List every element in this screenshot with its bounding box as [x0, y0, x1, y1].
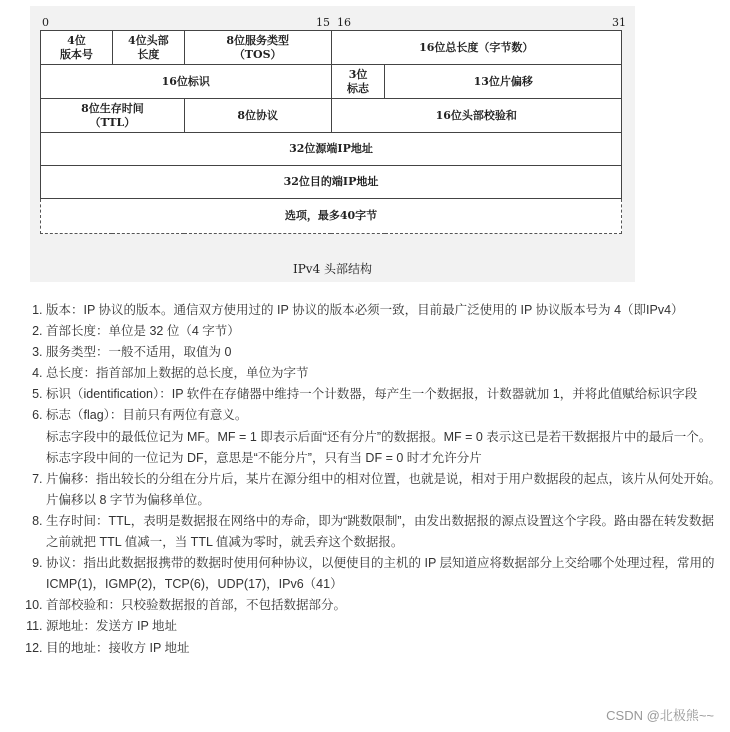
field-header-length: 4位头部 长度	[112, 31, 184, 65]
field-ttl: 8位生存时间 （TTL）	[41, 99, 185, 133]
field-checksum: 16位头部校验和	[331, 99, 621, 133]
diagram-caption: IPv4 头部结构	[292, 262, 373, 276]
field-destination-ip: 32位目的端IP地址	[41, 166, 622, 199]
list-item: 12. 目的地址：接收方 IP 地址	[46, 638, 726, 659]
list-item: 6. 标志（flag）：目前只有两位有意义。 标志字段中的最低位记为 MF。MF = 1 即表示后面“还有分片”的数据报。MF = 0 表示这已是若干数据报片中的最后一个。 标志字段中间的一位记为 DF，意思是“不能分片”，只有当 DF = 0 时才允许分片	[46, 405, 726, 468]
field-identification: 16位标识	[41, 65, 332, 99]
field-version: 4位 版本号	[41, 31, 113, 65]
field-fragment-offset: 13位片偏移	[385, 65, 622, 99]
list-item: 11. 源地址：发送方 IP 地址	[46, 616, 726, 637]
ipv4-header-diagram	[30, 6, 635, 282]
list-item: 9. 协议：指出此数据报携带的数据时使用何种协议，以便使目的主机的 IP 层知道应将数据部分上交给哪个处理过程，常用的 ICMP(1)，IGMP(2)，TCP(6)，UDP(17)，IPv6（41）	[46, 553, 726, 595]
list-item: 3. 服务类型：一般不适用，取值为 0	[46, 342, 726, 363]
field-protocol: 8位协议	[184, 99, 331, 133]
bit-label-0: 0	[42, 16, 49, 29]
field-tos: 8位服务类型 （TOS）	[184, 31, 331, 65]
header-table	[40, 30, 622, 234]
list-item: 8. 生存时间：TTL，表明是数据报在网络中的寿命，即为“跳数限制”，由发出数据报的源点设置这个字段。路由器在转发数据之前就把 TTL 值减一，当 TTL 值减为零时，就丢弃这个数据报。	[46, 511, 726, 553]
list-item: 10. 首部校验和：只校验数据报的首部，不包括数据部分。	[46, 595, 726, 616]
bit-label-15: 15	[316, 16, 330, 29]
list-item: 7. 片偏移：指出较长的分组在分片后，某片在源分组中的相对位置，也就是说，相对于用户数据段的起点，该片从何处开始。片偏移以 8 字节为偏移单位。	[46, 469, 726, 511]
list-item: 4. 总长度：指首部加上数据的总长度，单位为字节	[46, 363, 726, 384]
list-item: 1. 版本：IP 协议的版本。通信双方使用过的 IP 协议的版本必须一致，目前最广泛使用的 IP 协议版本号为 4（即IPv4）	[46, 300, 726, 321]
bit-label-31: 31	[612, 16, 626, 29]
field-options: 选项，最多40字节	[41, 199, 622, 234]
csdn-watermark: CSDN @北极熊~~	[606, 708, 714, 723]
field-flags: 3位 标志	[331, 65, 385, 99]
bit-label-16: 16	[337, 16, 351, 29]
list-item: 5. 标识（identification）：IP 软件在存储器中维持一个计数器，每产生一个数据报，计数器就加 1，并将此值赋给标识字段	[46, 384, 726, 405]
field-total-length: 16位总长度（字节数）	[331, 31, 621, 65]
field-notes-list	[20, 300, 726, 659]
list-item: 2. 首部长度：单位是 32 位（4 字节）	[46, 321, 726, 342]
field-source-ip: 32位源端IP地址	[41, 133, 622, 166]
